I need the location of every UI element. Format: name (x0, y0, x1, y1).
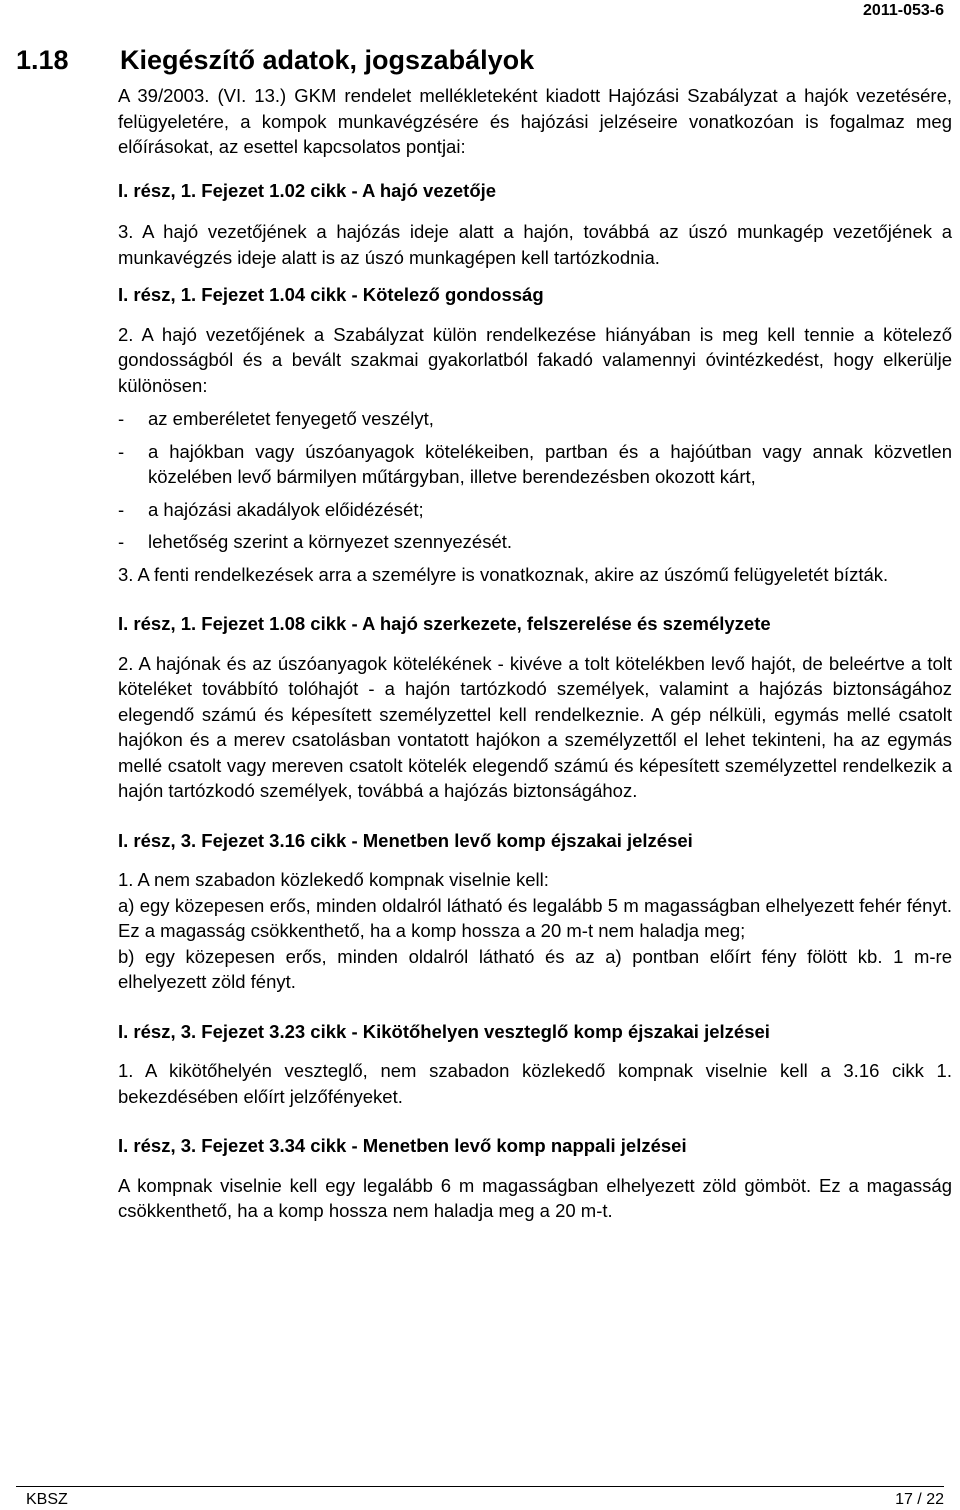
paragraph-3-34: A kompnak viselnie kell egy legalább 6 m magasságban elhelyezett zöld gömböt. Ez a magasság csökkenthető, ha a komp hossza nem haladja meg a 20 m-t. (118, 1174, 952, 1221)
list-item-text: a hajókban vagy úszóanyagok kötelékeiben, partban és a hajóútban vagy annak közvetlen közelében levő bármilyen műtárgyban, illetve berendezésben okozott kárt, (148, 440, 952, 487)
page-footer (16, 1486, 944, 1508)
list-item-text: lehetőség szerint a környezet szennyezését. (148, 531, 513, 552)
paragraph-1-04-3: 3. A fenti rendelkezések arra a személyre is vonatkoznak, akire az úszómű felügyeletét bízták. (118, 563, 889, 585)
paragraph-1-04-2: 2. A hajó vezetőjének a Szabályzat külön rendelkezése hiányában is meg kell tennie a kötelező gondosságból és a bevált szakmai gyakorlatból fakadó valamennyi óvintézkedést, hogy elkerülje különösen: (118, 323, 952, 396)
subheading-1-04: I. rész, 1. Fejezet 1.04 cikk - Kötelező gondosság (118, 284, 544, 305)
document-id: 2011-053-6 (863, 2, 944, 19)
paragraph-3-16-a: a) egy közepesen erős, minden oldalról látható és legalább 5 m magasságban elhelyezett fehér fényt. Ez a magasság csökkenthető, ha a komp hossza a 20 m-t nem haladja meg; (118, 894, 952, 941)
page-number: 17 / 22 (895, 1491, 944, 1508)
document-body (118, 83, 952, 1224)
subheading-1-08: I. rész, 1. Fejezet 1.08 cikk - A hajó szerkezete, felszerelése és személyzete (118, 613, 771, 634)
paragraph-3-16-1: 1. A nem szabadon közlekedő kompnak viselnie kell: (118, 869, 549, 890)
paragraph-3-16-b: b) egy közepesen erős, minden oldalról látható és az a) pontban előírt fény fölött kb. 1 m-re elhelyezett zöld fényt. (118, 945, 952, 992)
section-heading (16, 42, 534, 78)
paragraph-1-08: 2. A hajónak és az úszóanyagok kötelékének - kivéve a tolt kötelékben levő hajót, de beleértve a tolt köteléket továbbító tolóhajót - a hajón tartózkodó személyek, valamint a hajózás biztonságához elegendő számú és képesített személyzettel kell rendelkeznie. A gép nélküli, egymás mellé csatolt hajókon és a merev csatolásban vontatott hajókon a személyzettől el lehet tekinteni, ha az egymás mellé csatolt vagy mereven csatolt kötelék elegendő számú és képesített személyzettel rendelkezik a hajón tartózkodó személyek, továbbá a hajózás biztonságához. (118, 652, 952, 801)
list-dash: - (118, 498, 125, 520)
subheading-3-23: I. rész, 3. Fejezet 3.23 cikk - Kikötőhelyen veszteglő komp éjszakai jelzései (118, 1020, 770, 1042)
list-item (118, 406, 952, 432)
paragraph-3-23: 1. A kikötőhelyén veszteglő, nem szabadon közlekedő kompnak viselnie kell a 3.16 cikk 1. bekezdésében előírt jelzőfényeket. (118, 1060, 952, 1107)
footer-label: KBSZ (26, 1491, 68, 1508)
section-number: 1.18 (16, 45, 69, 75)
paragraph-1-02: 3. A hajó vezetőjének a hajózás ideje alatt a hajón, továbbá az úszó munkagép vezetőjének a munkavégzés ideje alatt is az úszó munkagépen kell tartózkodnia. (118, 221, 952, 268)
section-title: Kiegészítő adatok, jogszabályok (120, 45, 535, 75)
list-item (118, 497, 952, 523)
list-dash: - (118, 440, 125, 462)
subheading-1-02: I. rész, 1. Fejezet 1.02 cikk - A hajó vezetője (118, 179, 497, 201)
list-dash: - (118, 531, 125, 552)
list-item (118, 529, 952, 555)
hazard-list (118, 406, 952, 555)
list-item-text: az emberéletet fenyegető veszélyt, (148, 408, 434, 429)
list-item (118, 439, 952, 490)
list-item-text: a hajózási akadályok előidézését; (148, 498, 424, 520)
list-dash: - (118, 408, 125, 429)
subheading-3-34: I. rész, 3. Fejezet 3.34 cikk - Menetben levő komp nappali jelzései (118, 1135, 687, 1156)
subheading-3-16: I. rész, 3. Fejezet 3.16 cikk - Menetben levő komp éjszakai jelzései (118, 829, 693, 851)
intro-paragraph: A 39/2003. (VI. 13.) GKM rendelet mellékleteként kiadott Hajózási Szabályzat a hajók vezetésére, felügyeletére, a kompok munkavégzésére és hajózási jelzéseire vonatkozóan is fogalmaz meg előírásokat, az esettel kapcsolatos pontjai: (118, 85, 952, 157)
